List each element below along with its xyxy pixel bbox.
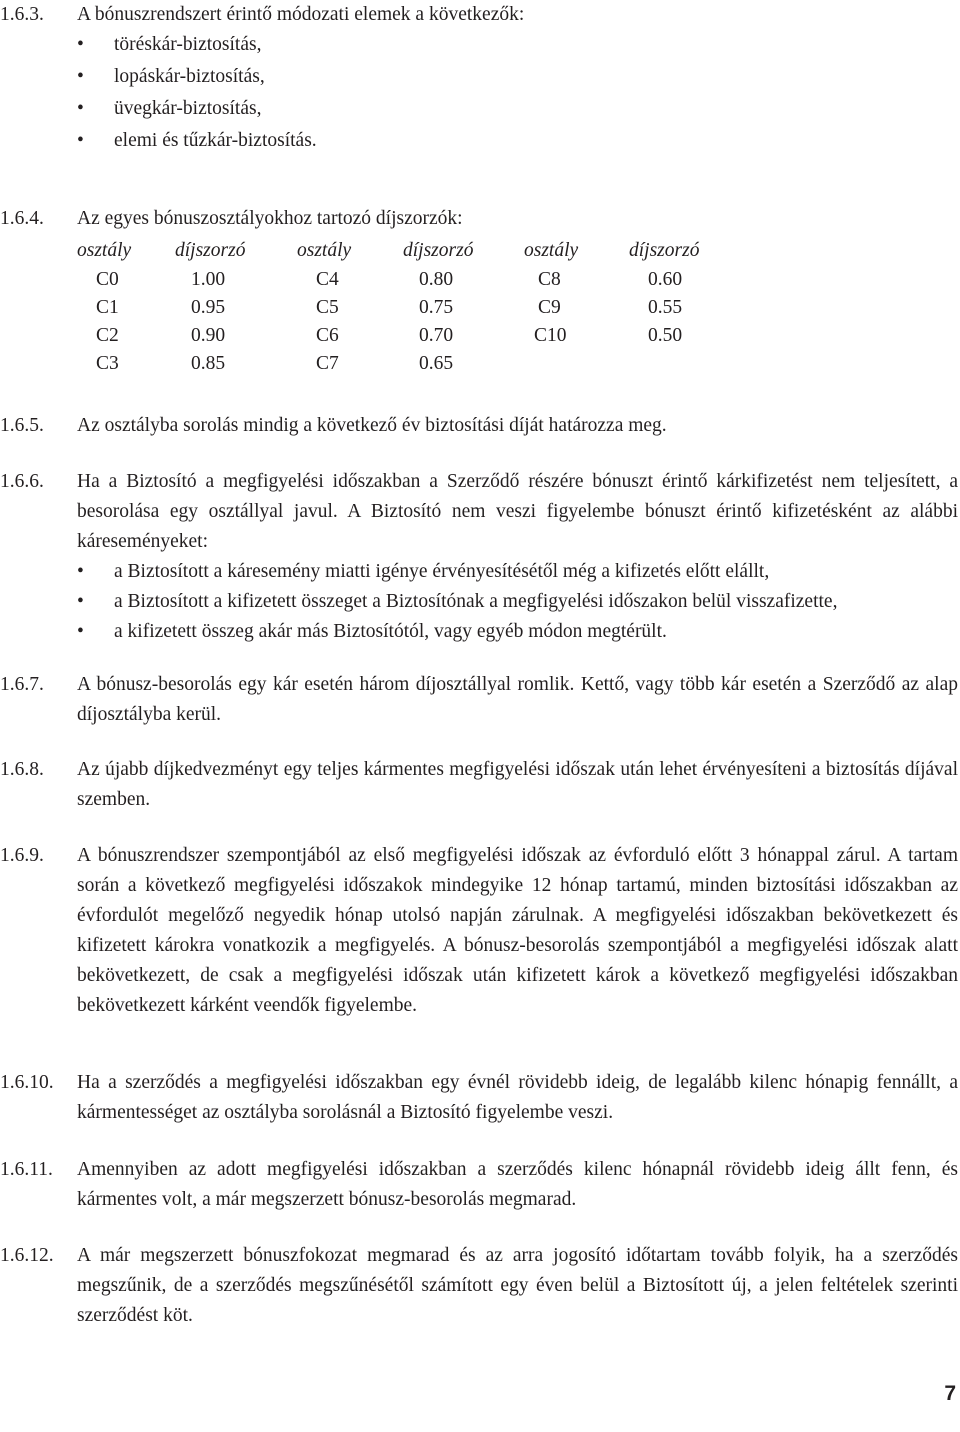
- section-text: Ha a Biztosító a megfigyelési időszakban a Szerződő részére bónuszt érintő kárkifizetést nem teljesített, a besorolása egy osztállyal javul. A Biztosító nem veszi figyelembe bónuszt érintő kifizetésként az alábbi káreseményeket:: [77, 471, 958, 552]
- list-item: • elemi és tűzkár-biztosítás.: [77, 126, 958, 156]
- table-cell: 0.90: [191, 325, 226, 346]
- section-text: A már megszerzett bónuszfokozat megmarad és az arra jogosító időtartam tovább folyik, ha a szerződés megszűnik, de a szerződés megszűnésétől számított egy éven belül a Biztosított új, a jelen feltételek szerinti szerződést köt.: [77, 1245, 958, 1326]
- list-item: • a kifizetett összeg akár más Biztosítótól, vagy egyéb módon megtérült.: [77, 617, 958, 647]
- table-cell: 0.85: [191, 353, 226, 374]
- bullet-list: [77, 557, 958, 647]
- section-number: 1.6.12.: [0, 1245, 54, 1266]
- table-header: díjszorzó: [403, 240, 474, 261]
- table-cell: C2: [96, 325, 119, 346]
- table-cell: 1.00: [191, 269, 226, 290]
- section-number: 1.6.8.: [0, 759, 44, 780]
- page-number: 7: [944, 1382, 956, 1405]
- section-text: Az újabb díjkedvezményt egy teljes kármentes megfigyelési időszak után lehet érvényesíteni a biztosítás díjával szemben.: [77, 759, 958, 810]
- bullet-icon: •: [77, 591, 84, 612]
- list-item: • a Biztosított a kifizetett összeget a Biztosítónak a megfigyelési időszakon belül visszafizette,: [77, 587, 958, 617]
- table-cell: 0.75: [419, 297, 454, 318]
- bullet-icon: •: [77, 98, 84, 119]
- table-cell: C6: [316, 325, 339, 346]
- table-header: osztály: [297, 240, 352, 261]
- table-cell: C10: [534, 325, 567, 346]
- bullet-icon: •: [77, 621, 84, 642]
- section-number: 1.6.4.: [0, 208, 44, 229]
- section-number: 1.6.10.: [0, 1072, 54, 1093]
- table-cell: C7: [316, 353, 339, 374]
- section-text: Az osztályba sorolás mindig a következő év biztosítási díját határozza meg.: [77, 415, 667, 436]
- table-cell: 0.95: [191, 297, 226, 318]
- table-header: díjszorzó: [175, 240, 246, 261]
- section-number: 1.6.5.: [0, 415, 44, 436]
- table-header: osztály: [77, 240, 132, 261]
- bullet-list: [77, 30, 958, 156]
- table-cell: C3: [96, 353, 119, 374]
- list-item: • lopáskár-biztosítás,: [77, 62, 958, 92]
- table-cell: C9: [538, 297, 561, 318]
- table-header: osztály: [524, 240, 579, 261]
- table-cell: C5: [316, 297, 339, 318]
- section-number: 1.6.9.: [0, 845, 44, 866]
- table-cell: 0.60: [648, 269, 683, 290]
- section-text: Az egyes bónuszosztályokhoz tartozó díjszorzók:: [77, 208, 463, 229]
- section-number: 1.6.7.: [0, 674, 44, 695]
- bullet-icon: •: [77, 130, 84, 151]
- section-text: A bónuszrendszert érintő módozati elemek a következők:: [77, 4, 525, 25]
- table-cell: 0.65: [419, 353, 454, 374]
- bullet-icon: •: [77, 34, 84, 55]
- section-text: Amennyiben az adott megfigyelési időszakban a szerződés kilenc hónapnál rövidebb ideig állt fenn, és kármentes volt, a már megszerzett bónusz-besorolás megmarad.: [77, 1159, 958, 1210]
- table-cell: 0.50: [648, 325, 683, 346]
- list-item: • töréskár-biztosítás,: [77, 30, 958, 60]
- list-item: • üvegkár-biztosítás,: [77, 94, 958, 124]
- table-cell: 0.70: [419, 325, 454, 346]
- section-text: A bónusz-besorolás egy kár esetén három díjosztállyal romlik. Kettő, vagy több kár esetén a Szerződő az alap díjosztályba kerül.: [77, 674, 958, 725]
- table-cell: C4: [316, 269, 339, 290]
- table-cell: C1: [96, 297, 119, 318]
- bullet-icon: •: [77, 561, 84, 582]
- table-cell: C8: [538, 269, 561, 290]
- section-number: 1.6.3.: [0, 4, 44, 25]
- section-text: Ha a szerződés a megfigyelési időszakban egy évnél rövidebb ideig, de legalább kilenc hónapig fennállt, a kármentességet az osztályba sorolásnál a Biztosító figyelembe veszi.: [77, 1072, 958, 1123]
- bullet-icon: •: [77, 66, 84, 87]
- list-item: • a Biztosított a káresemény miatti igénye érvényesítésétől még a kifizetés előtt elállt,: [77, 557, 958, 587]
- section-number: 1.6.6.: [0, 471, 44, 492]
- section-text: A bónuszrendszer szempontjából az első megfigyelési időszak az évforduló előtt 3 hónappal zárul. A tartam során a következő megfigyelési időszakok mindegyike 12 hónap tartamú, minden biztosítási időszakban az évfordulót megelőző negyedik hónap utolsó napján zárulnak. A megfigyelési időszakban bekövetkezett és kifizetett károkra vonatkozik a megfigyelés. A bónusz-besorolás szempontjából a megfigyelési időszak alatt bekövetkezett, de csak a megfigyelési időszak után kifizetett károk a következő megfigyelési időszakban bekövetkezett kárként veendők figyelembe.: [77, 845, 958, 1016]
- table-cell: 0.80: [419, 269, 454, 290]
- table-cell: C0: [96, 269, 119, 290]
- section-number: 1.6.11.: [0, 1159, 53, 1180]
- table-header: díjszorzó: [629, 240, 700, 261]
- table-cell: 0.55: [648, 297, 683, 318]
